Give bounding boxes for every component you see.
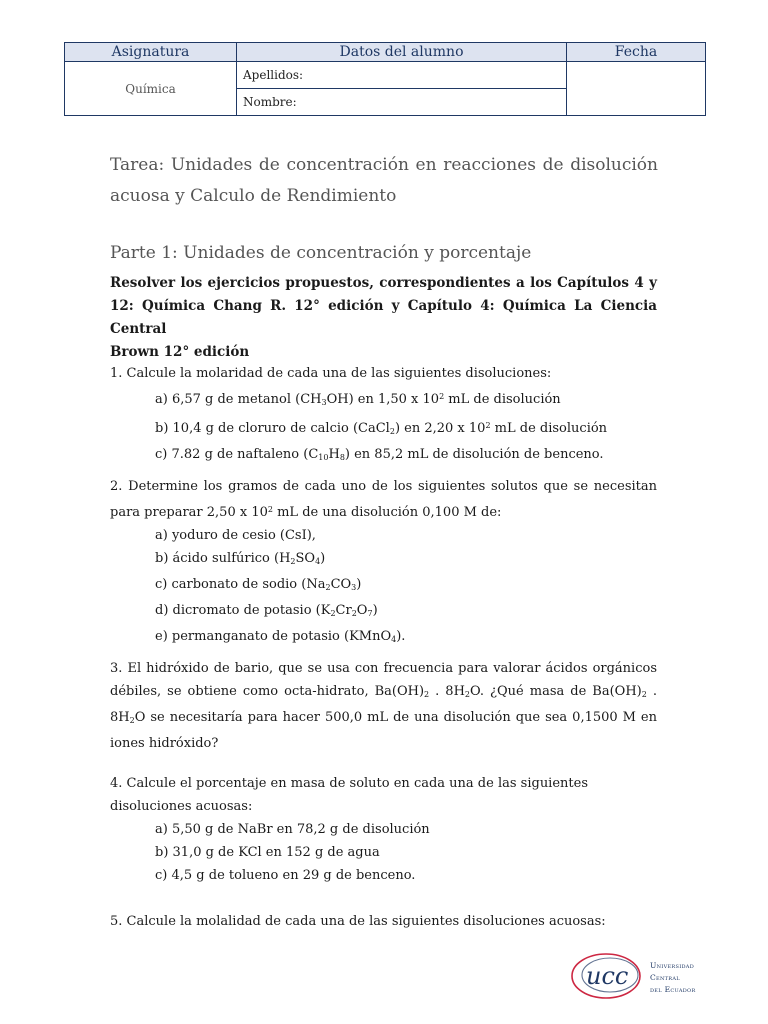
question-item: b) ácido sulfúrico $(H_2SO_4)$ (155, 551, 326, 566)
subject-value: Química (65, 62, 237, 116)
question-item: c) carbonato de sodio $(Na_2CO_3)$ (155, 577, 362, 592)
header-subject: Asignatura (65, 43, 237, 62)
university-name: Universidad Central del Ecuador (650, 961, 696, 994)
instructions-text-end: Brown 12° edición (110, 344, 250, 360)
question-item: a) 5,50 g de NaBr en 78,2 g de disolución (155, 822, 430, 837)
question-5 (110, 910, 657, 933)
question-item: a) yoduro de cesio (CsI), (155, 528, 316, 543)
part1-instructions (110, 272, 657, 364)
question-1 (110, 362, 657, 469)
name-field[interactable]: Nombre: (237, 89, 567, 116)
question-stem: 3. El hidróxido de bario, que se usa con frecuencia para valorar ácidos orgánicos débiles, se obtiene como octa-hidrato, $Ba(OH)_2$ . $8H_2O$. ¿Qué masa de $Ba(OH)_2$ . $8H_2O$ se necesitaría para hacer 500,0 mL de una disolución que sea 0,1500 M en iones hidróxido? (110, 661, 657, 751)
question-item: e) permanganato de potasio (KMnO$_4$). (155, 629, 406, 644)
student-header-table (64, 42, 706, 116)
question-stem: 4. Calcule el porcentaje en masa de soluto en cada una de las siguientes disoluciones acuosas: (110, 776, 588, 814)
header-date: Fecha (567, 43, 706, 62)
part1-heading: Parte 1: Unidades de concentración y porcentaje (110, 243, 532, 263)
assignment-title: Tarea: Unidades de concentración en reacciones de disolución acuosa y Calculo de Rendimiento (110, 155, 658, 206)
question-item: d) dicromato de potasio $(K_2Cr_2O_7)$ (155, 603, 378, 618)
question-item: c) 4,5 g de tolueno en 29 g de benceno. (155, 868, 416, 883)
question-4 (110, 772, 657, 887)
question-2 (110, 475, 657, 651)
svg-text:ucc: ucc (586, 962, 629, 990)
question-item: a) 6,57 g de metanol $(CH_3OH)$ en 1,50 x $10^2$ mL de disolución (155, 392, 561, 407)
header-student: Datos del alumno (237, 43, 567, 62)
question-stem: 1. Calcule la molaridad de cada una de las siguientes disoluciones: (110, 366, 552, 381)
question-3 (110, 657, 657, 755)
date-field[interactable] (567, 62, 706, 116)
question-stem: 5. Calcule la molalidad de cada una de las siguientes disoluciones acuosas: (110, 914, 606, 929)
question-item: b) 31,0 g de KCl en 152 g de agua (155, 845, 380, 860)
question-item: c) 7.82 g de naftaleno $(C_{10}H_8)$ en 85,2 mL de disolución de benceno. (155, 447, 604, 462)
question-stem: 2. Determine los gramos de cada uno de los siguientes solutos que se necesitan para preparar 2,50 x $10^2$ mL de una disolución 0,100 M de: (110, 479, 657, 520)
question-item: b) 10,4 g de cloruro de calcio (CaCl$_2$) en 2,20 x $10^2$ mL de disolución (155, 421, 608, 436)
lastname-field[interactable]: Apellidos: (237, 62, 567, 89)
instructions-text: Resolver los ejercicios propuestos, correspondientes a los Capítulos 4 y 12: Química Chang R. 12° edición y Capítulo 4: Química La Ciencia Central (110, 275, 657, 337)
